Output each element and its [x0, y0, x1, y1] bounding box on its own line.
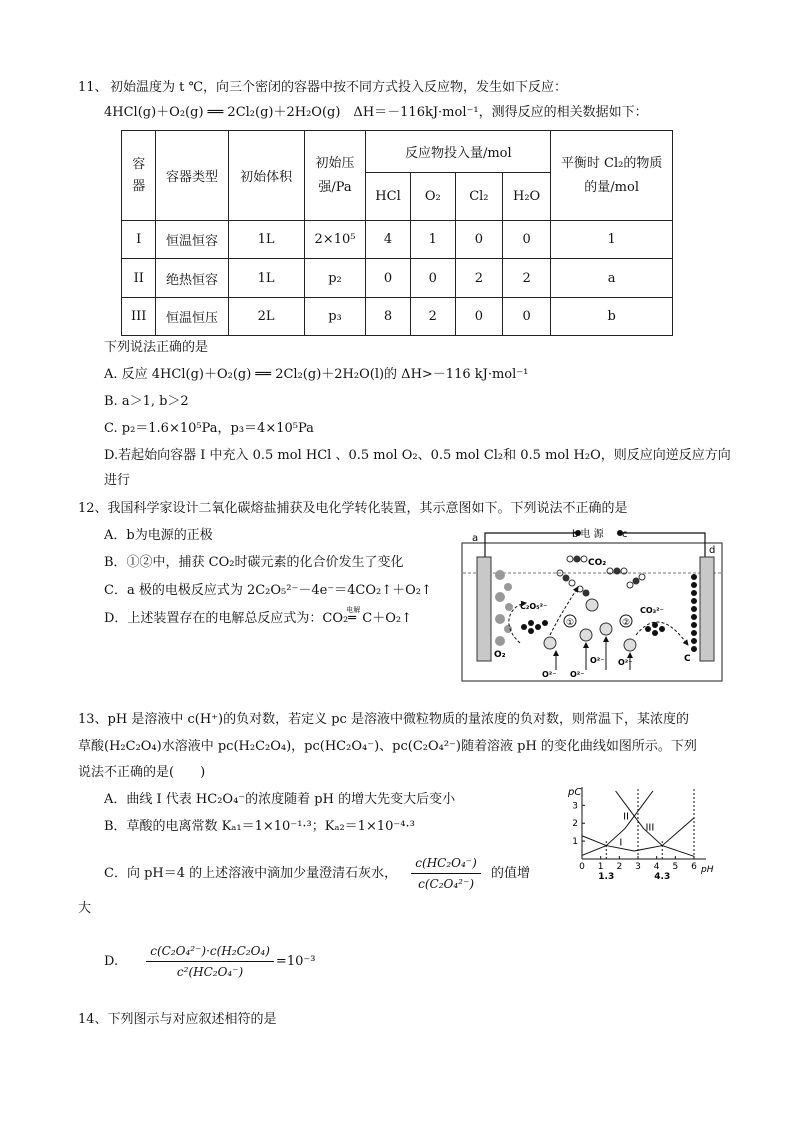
q13-stem-1: 13、pH 是溶液中 c(H⁺)的负对数，若定义 pc 是溶液中微粒物质的量浓度的负对数，则常温下，某浓度的: [78, 712, 689, 727]
chart-x-tick-label: 3: [635, 862, 641, 872]
q11-option-d-cont: 进行: [104, 473, 131, 488]
th-h2o: H₂O: [502, 173, 550, 221]
cell-cl2: 2: [455, 259, 502, 298]
q13-option-c-fraction: $\frac{\text{c(HC₂O₄⁻)}}{\text{c(C₂O₄²⁻)}}$: [411, 854, 481, 893]
q11-data-table: [121, 130, 673, 336]
co3-label: CO₃²⁻: [640, 606, 664, 615]
chart-x-tick-label: 2: [616, 862, 623, 872]
chart-x-tick-label: 5: [672, 862, 679, 872]
q14-stem: 14、下列图示与对应叙述相符的是: [78, 1012, 277, 1027]
label-b: b: [572, 529, 579, 540]
chart-marker-label: 4.3: [654, 872, 671, 882]
step-2-label: ②: [622, 618, 631, 628]
q13-stem-3: 说法不正确的是( ): [78, 765, 206, 780]
chart-series-line: [582, 791, 653, 855]
cell-type: 恒温恒容: [156, 221, 228, 259]
c-label: C: [684, 654, 691, 664]
cell-cl2: 0: [455, 298, 502, 336]
cell-o2: 1: [410, 221, 455, 259]
label-d: d: [709, 545, 716, 556]
electrolysis-diagram: [460, 525, 725, 685]
chart-series-label: I: [619, 837, 623, 849]
q12-option-a: A．b为电源的正极: [104, 528, 213, 543]
cell-press: p₂: [304, 259, 366, 298]
cell-hcl: 8: [366, 298, 410, 336]
chart-x-tick-label: 4: [653, 862, 660, 872]
cell-type: 恒温恒压: [156, 298, 228, 336]
th-cl2: Cl₂: [455, 173, 502, 221]
c2o5-cluster: [521, 620, 548, 634]
chart-y-tick-label: 1: [572, 837, 578, 848]
chart-x-label: pH: [701, 865, 714, 875]
q13-option-d-label: D.: [104, 954, 119, 969]
cell-vol: 1L: [228, 221, 304, 259]
table-row: [122, 221, 673, 259]
cell-cl2: 0: [455, 221, 502, 259]
cell-hcl: 0: [366, 259, 410, 298]
pc-ph-chart: [560, 783, 720, 883]
cell-id: III: [122, 298, 156, 336]
chart-x-tick-label: 1: [597, 862, 604, 872]
th-feed: 反应物投入量/mol: [366, 131, 551, 173]
cell-o2: 0: [410, 259, 455, 298]
cell-h2o: 0: [502, 221, 550, 259]
o2minus-label: O²⁻: [590, 656, 605, 665]
label-a: a: [472, 533, 479, 544]
q12-option-b: B．①②中，捕获 CO₂时碳元素的化合价发生了变化: [104, 555, 404, 570]
o2-label: O₂: [494, 650, 506, 660]
cell-id: II: [122, 259, 156, 298]
cell-h2o: 2: [502, 259, 550, 298]
q11-prompt: 下列说法正确的是: [104, 340, 209, 355]
q11-option-b: B. a＞1, b＞2: [104, 394, 189, 409]
th-hcl: HCl: [366, 173, 410, 221]
q12-option-c: C．a 极的电极反应式为 2C₂O₅²⁻－4e⁻＝4CO₂↑＋O₂↑: [104, 583, 432, 598]
q13-option-a: A．曲线 I 代表 HC₂O₄⁻的浓度随着 pH 的增大先变大后变小: [104, 792, 456, 807]
q13-option-c-text: C．向 pH＝4 的上述溶液中滴加少量澄清石灰水，: [104, 866, 398, 881]
cell-o2: 2: [410, 298, 455, 336]
table-row: [122, 298, 673, 336]
chart-y-label: pC: [568, 787, 582, 798]
q12-option-d: [104, 606, 412, 628]
chart-marker-label: 1.3: [598, 872, 615, 882]
carbon-deposit: [691, 574, 697, 652]
th-container: 容器: [122, 131, 156, 221]
q13-option-c: [104, 854, 530, 893]
cell-h2o: 0: [502, 298, 550, 336]
q11-reaction: 4HCl(g)＋O₂(g) ══ 2Cl₂(g)＋2H₂O(g) ΔH＝－116kJ·mol⁻¹，测得反应的相关数据如下：: [104, 105, 648, 120]
q11-option-c: C. p₂＝1.6×10⁵Pa，p₃＝4×10⁵Pa: [104, 421, 314, 436]
cell-eq: a: [551, 259, 673, 298]
chart-y-tick-label: 2: [572, 819, 578, 830]
q12-option-d-product: C＋O₂↑: [362, 611, 412, 626]
o2-bubbles: [495, 570, 513, 646]
q13-option-c-tail: 的值增: [490, 866, 530, 881]
q13-option-d: [104, 942, 315, 981]
cell-hcl: 4: [366, 221, 410, 259]
th-o2: O₂: [410, 173, 455, 221]
c2o5-label: C₂O₅²⁻: [520, 602, 548, 611]
cell-type: 绝热恒容: [156, 259, 228, 298]
cell-eq: b: [551, 298, 673, 336]
cell-vol: 1L: [228, 259, 304, 298]
table-row: [122, 259, 673, 298]
o2minus-label: O²⁻: [618, 658, 633, 667]
th-volume: 初始体积: [228, 131, 304, 221]
q13-stem-2: 草酸(H₂C₂O₄)水溶液中 pc(H₂C₂O₄)，pc(HC₂O₄⁻)、pc(C₂O₄²⁻)随着溶液 pH 的变化曲线如图所示。下列: [78, 739, 697, 754]
q12-stem: 12、我国科学家设计二氧化碳熔盐捕获及电化学转化装置，其示意图如下。下列说法不正确的是: [78, 501, 628, 516]
electrolysis-equals: 电解 ═: [346, 606, 361, 626]
th-pressure: 初始压强/Pa: [304, 131, 366, 221]
th-type: 容器类型: [156, 131, 228, 221]
cell-press: p₃: [304, 298, 366, 336]
q11-number: 11、: [78, 80, 108, 95]
power-label: 电 源: [580, 529, 604, 540]
o2minus-label: O²⁻: [542, 670, 557, 679]
co2-label: CO₂: [588, 558, 607, 568]
chart-series-label: III: [645, 822, 655, 834]
cell-press: 2×10⁵: [304, 221, 366, 259]
q13-option-d-value: =10⁻³: [275, 954, 316, 969]
label-c: c: [622, 529, 628, 540]
o2minus-label: O²⁻: [570, 670, 585, 679]
chart-x-tick-label: 0: [579, 862, 585, 872]
chart-y-tick-label: 3: [572, 801, 578, 812]
anode-a: [477, 557, 491, 661]
cell-id: I: [122, 221, 156, 259]
q11-option-a: A. 反应 4HCl(g)＋O₂(g) ══ 2Cl₂(g)＋2H₂O(l)的 ΔH>－116 kJ·mol⁻¹: [104, 367, 529, 382]
q11-intro: 初始温度为 t ℃，向三个密闭的容器中按不同方式投入反应物，发生如下反应：: [110, 80, 568, 95]
th-equilibrium: 平衡时 Cl₂的物质的量/mol: [551, 131, 673, 221]
q11-option-d: D.若起始向容器 I 中充入 0.5 mol HCl 、0.5 mol O₂、0.5 mol Cl₂和 0.5 mol H₂O，则反应向逆反应方向: [104, 448, 731, 463]
cell-eq: 1: [551, 221, 673, 259]
cathode-d: [700, 557, 714, 661]
step-1-label: ①: [566, 618, 575, 628]
chart-x-tick-label: 6: [691, 862, 697, 872]
q13-option-d-fraction: $\frac{\text{c(C₂O₄²⁻)·c(H₂C₂O₄)}}{\text{c²(HC₂O₄⁻)}}$: [146, 942, 274, 981]
q13-option-c-cont: 大: [78, 901, 92, 916]
cell-vol: 2L: [228, 298, 304, 336]
chart-series-label: II: [623, 811, 629, 823]
q13-option-b: B．草酸的电离常数 Kₐ₁＝1×10⁻¹·³；Kₐ₂＝1×10⁻⁴·³: [104, 819, 415, 834]
q12-option-d-text: D．上述装置存在的电解总反应式为：CO₂: [104, 611, 349, 626]
